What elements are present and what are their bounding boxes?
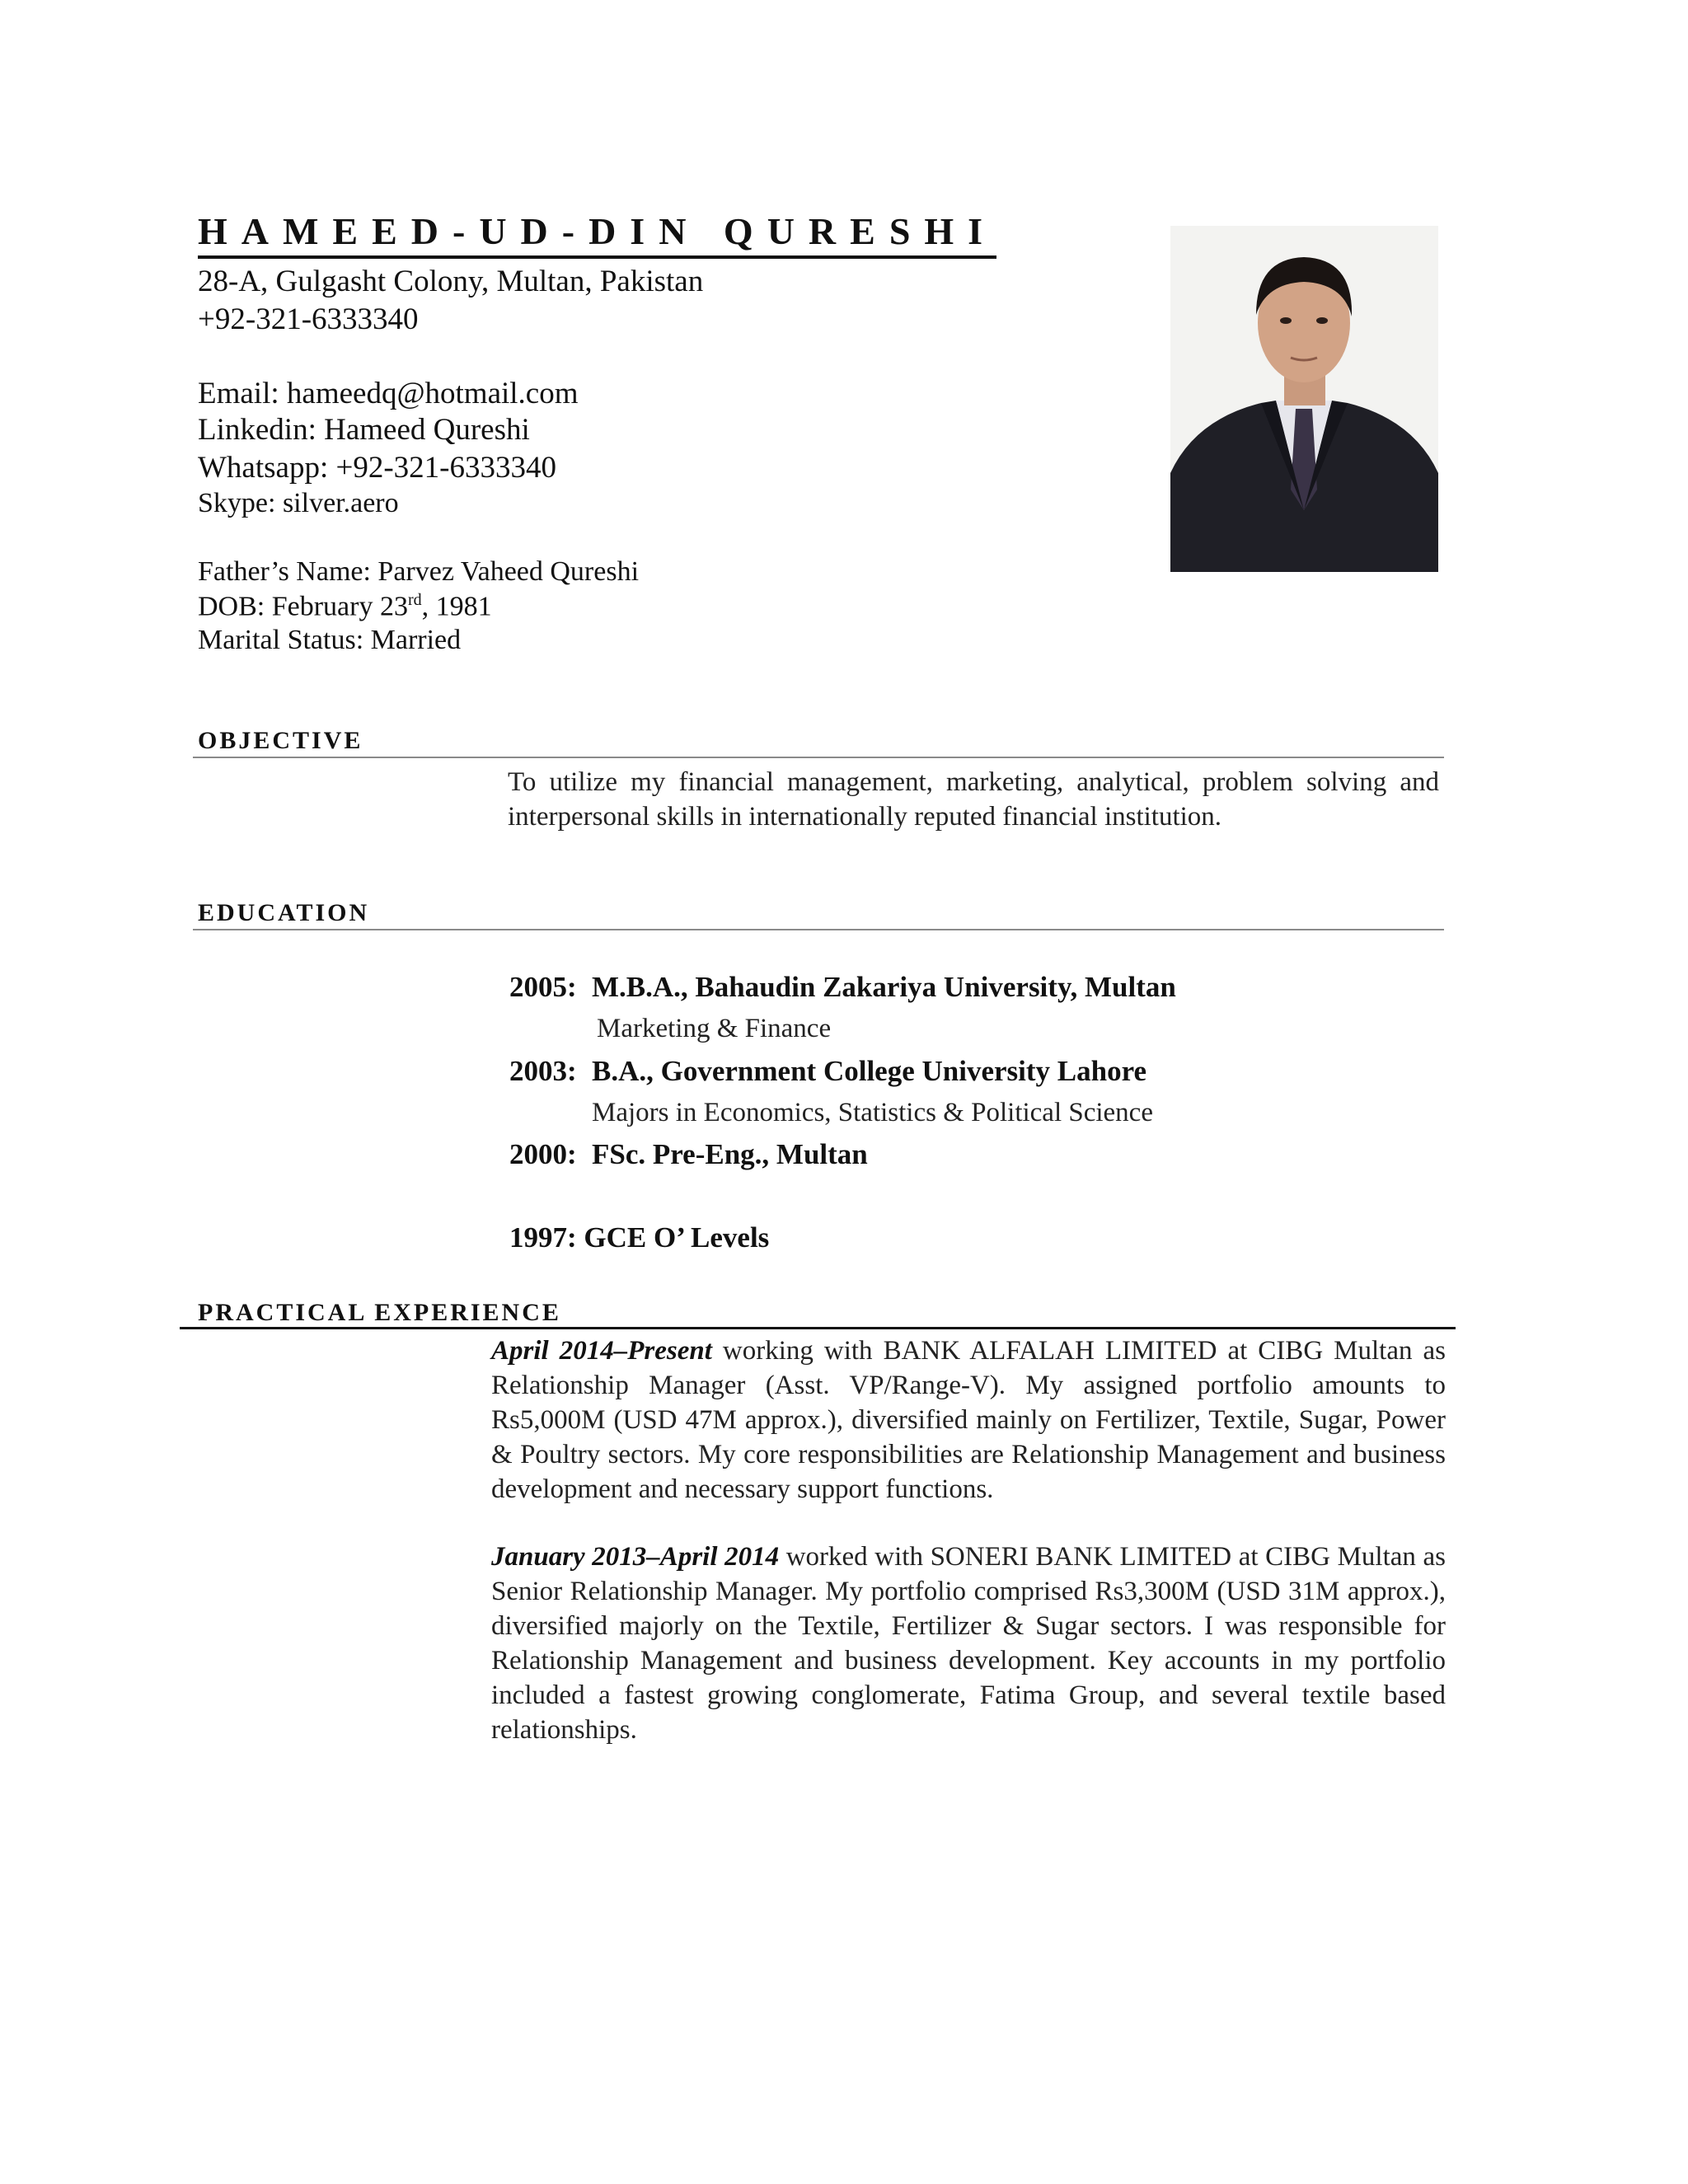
education-degree: M.B.A., Bahaudin Zakariya University, Multan	[592, 971, 1176, 1003]
marital-status: Marital Status: Married	[198, 625, 462, 655]
experience-rule	[180, 1327, 1456, 1329]
email: Email: hameedq@hotmail.com	[198, 377, 579, 410]
experience-text: working with BANK ALFALAH LIMITED at CIBG Multan as Relationship Manager (Asst. VP/Range-V). My assigned portfolio amounts to Rs5,000M (USD 47M approx.), diversified mainly on Fertilizer, Textile, Sugar, Power & Poultry sectors. My core responsibilities are Relationship Management and business development and necessary support functions.	[491, 1336, 1446, 1504]
objective-heading: OBJECTIVE	[198, 727, 363, 754]
dob-prefix: DOB: February 23	[198, 591, 408, 622]
father-name: Father’s Name: Parvez Vaheed Qureshi	[198, 556, 640, 587]
whatsapp: Whatsapp: +92-321-6333340	[198, 451, 556, 485]
education-degree: GCE O’ Levels	[584, 1221, 770, 1254]
dob-superscript: rd	[407, 591, 422, 609]
education-heading: EDUCATION	[198, 899, 370, 926]
date-of-birth	[198, 591, 492, 622]
education-item-fsc	[509, 1140, 868, 1169]
experience-period: April 2014–Present	[491, 1336, 712, 1366]
education-year: 1997:	[509, 1221, 577, 1254]
objective-rule	[193, 757, 1444, 758]
experience-text: worked with SONERI BANK LIMITED at CIBG Multan as Senior Relationship Manager. My portfolio comprised Rs3,300M (USD 31M approx.), diversified majorly on the Textile, Fertilizer & Sugar sectors. I was responsible for Relationship Management and business development. Key accounts in my portfolio included a fastest growing conglomerate, Fatima Group, and several textile based relationships.	[491, 1542, 1446, 1745]
education-item-olevels	[509, 1223, 769, 1252]
education-detail: Marketing & Finance	[597, 1014, 832, 1043]
education-item-ba	[509, 1057, 1146, 1085]
experience-period: January 2013–April 2014	[491, 1542, 780, 1572]
education-rule	[193, 929, 1444, 930]
experience-item	[491, 1540, 1446, 1747]
phone: +92-321-6333340	[198, 302, 419, 336]
education-degree: B.A., Government College University Lahore	[592, 1055, 1147, 1087]
education-year: 2005:	[509, 971, 577, 1003]
education-detail: Majors in Economics, Statistics & Political Science	[592, 1098, 1153, 1127]
linkedin: Linkedin: Hameed Qureshi	[198, 413, 530, 447]
education-year: 2000:	[509, 1138, 577, 1170]
experience-heading: PRACTICAL EXPERIENCE	[198, 1299, 561, 1326]
skype: Skype: silver.aero	[198, 488, 399, 518]
profile-photo	[1170, 226, 1438, 572]
address: 28-A, Gulgasht Colony, Multan, Pakistan	[198, 265, 704, 298]
experience-item	[491, 1333, 1446, 1507]
education-item-mba	[509, 972, 1176, 1001]
education-year: 2003:	[509, 1055, 577, 1087]
education-degree: FSc. Pre-Eng., Multan	[592, 1138, 868, 1170]
dob-suffix: , 1981	[421, 591, 492, 622]
candidate-name: HAMEED-UD-DIN QURESHI	[198, 213, 996, 259]
objective-text: To utilize my financial management, marketing, analytical, problem solving and interpersonal skills in internationally reputed financial institution.	[508, 767, 1439, 832]
